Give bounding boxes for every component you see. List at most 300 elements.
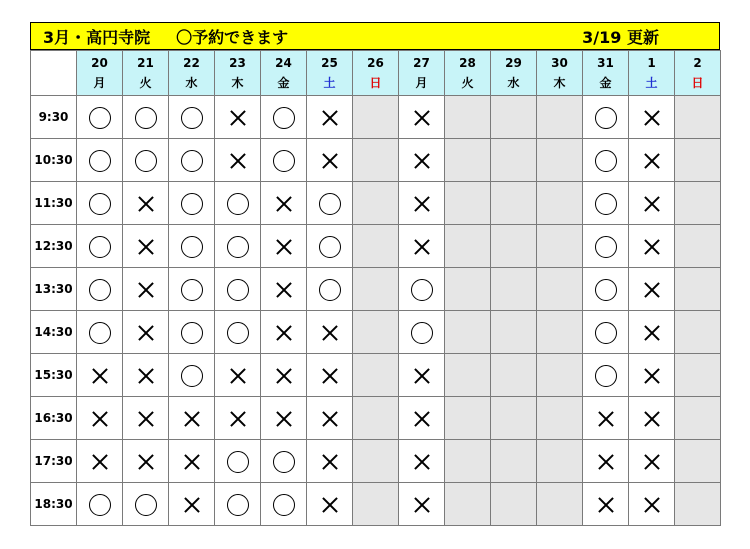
time-row (31, 483, 721, 526)
day-weekday: 木 (231, 76, 244, 90)
available-circle-icon (89, 322, 111, 344)
slot-unavailable (583, 483, 629, 526)
reservation-sheet (30, 22, 720, 528)
time-row (31, 440, 721, 483)
available-circle-icon (595, 193, 617, 215)
day-number: 31 (597, 56, 614, 70)
slot-unavailable (123, 225, 169, 268)
unavailable-cross-icon (644, 282, 660, 298)
slot-closed (537, 96, 583, 139)
unavailable-cross-icon (414, 368, 430, 384)
slot-closed (675, 182, 721, 225)
slot-unavailable (123, 182, 169, 225)
slot-available[interactable] (583, 182, 629, 225)
slot-available[interactable] (77, 139, 123, 182)
slot-closed (675, 268, 721, 311)
slot-closed (537, 182, 583, 225)
available-circle-icon (181, 322, 203, 344)
unavailable-cross-icon (644, 411, 660, 427)
unavailable-cross-icon (414, 110, 430, 126)
slot-closed (445, 483, 491, 526)
available-circle-icon (89, 107, 111, 129)
slot-closed (445, 225, 491, 268)
slot-closed (491, 397, 537, 440)
unavailable-cross-icon (276, 325, 292, 341)
slot-closed (353, 139, 399, 182)
slot-unavailable (169, 397, 215, 440)
unavailable-cross-icon (414, 196, 430, 212)
unavailable-cross-icon (414, 239, 430, 255)
slot-closed (445, 268, 491, 311)
slot-closed (675, 139, 721, 182)
day-weekday: 土 (323, 76, 336, 90)
slot-available[interactable] (583, 225, 629, 268)
slot-available[interactable] (169, 311, 215, 354)
available-circle-icon (273, 107, 295, 129)
slot-unavailable (215, 354, 261, 397)
unavailable-cross-icon (322, 497, 338, 513)
time-label: 17:30 (31, 440, 77, 483)
slot-available[interactable] (77, 311, 123, 354)
available-circle-icon (273, 150, 295, 172)
slot-closed (537, 268, 583, 311)
slot-unavailable (583, 397, 629, 440)
unavailable-cross-icon (414, 454, 430, 470)
unavailable-cross-icon (598, 411, 614, 427)
clinic-title: 3月・高円寺院 (43, 27, 151, 47)
day-weekday: 月 (93, 76, 106, 90)
slot-unavailable (583, 440, 629, 483)
unavailable-cross-icon (644, 325, 660, 341)
slot-unavailable (399, 139, 445, 182)
slot-available[interactable] (399, 268, 445, 311)
slot-unavailable (399, 182, 445, 225)
unavailable-cross-icon (276, 239, 292, 255)
time-row (31, 225, 721, 268)
unavailable-cross-icon (92, 454, 108, 470)
slot-closed (353, 354, 399, 397)
day-weekday: 水 (507, 76, 520, 90)
available-circle-icon (135, 150, 157, 172)
time-label: 14:30 (31, 311, 77, 354)
slot-closed (445, 182, 491, 225)
day-header-22 (169, 51, 215, 96)
slot-unavailable (169, 440, 215, 483)
available-circle-icon (89, 236, 111, 258)
slot-closed (675, 483, 721, 526)
available-circle-icon (595, 236, 617, 258)
day-weekday: 水 (185, 76, 198, 90)
slot-closed (353, 483, 399, 526)
slot-available[interactable] (215, 483, 261, 526)
unavailable-cross-icon (414, 153, 430, 169)
slot-closed (445, 354, 491, 397)
day-number: 2 (693, 56, 702, 70)
available-circle-icon (227, 494, 249, 516)
available-circle-icon (181, 193, 203, 215)
time-label: 13:30 (31, 268, 77, 311)
slot-unavailable (629, 96, 675, 139)
slot-closed (491, 311, 537, 354)
slot-closed (537, 354, 583, 397)
slot-unavailable (123, 268, 169, 311)
day-weekday: 土 (645, 76, 658, 90)
day-weekday: 火 (461, 76, 474, 90)
slot-available[interactable] (123, 483, 169, 526)
slot-unavailable (77, 440, 123, 483)
slot-closed (491, 225, 537, 268)
day-number: 22 (183, 56, 200, 70)
slot-available[interactable] (583, 268, 629, 311)
slot-closed (537, 397, 583, 440)
slot-unavailable (77, 354, 123, 397)
slot-unavailable (169, 483, 215, 526)
slot-available[interactable] (77, 225, 123, 268)
slot-unavailable (123, 354, 169, 397)
day-header-2 (675, 51, 721, 96)
unavailable-cross-icon (414, 497, 430, 513)
slot-closed (445, 397, 491, 440)
slot-available[interactable] (77, 96, 123, 139)
day-header-23 (215, 51, 261, 96)
slot-available[interactable] (215, 268, 261, 311)
day-number: 24 (275, 56, 292, 70)
unavailable-cross-icon (276, 282, 292, 298)
slot-closed (353, 96, 399, 139)
slot-unavailable (307, 354, 353, 397)
slot-closed (675, 311, 721, 354)
slot-closed (675, 96, 721, 139)
time-label: 10:30 (31, 139, 77, 182)
slot-closed (537, 483, 583, 526)
unavailable-cross-icon (644, 153, 660, 169)
available-circle-icon (595, 322, 617, 344)
slot-available[interactable] (169, 139, 215, 182)
day-header-27 (399, 51, 445, 96)
day-header-21 (123, 51, 169, 96)
unavailable-cross-icon (322, 454, 338, 470)
slot-unavailable (629, 268, 675, 311)
available-circle-icon (227, 193, 249, 215)
unavailable-cross-icon (184, 411, 200, 427)
slot-available[interactable] (583, 311, 629, 354)
slot-available[interactable] (399, 311, 445, 354)
slot-unavailable (629, 139, 675, 182)
unavailable-cross-icon (322, 325, 338, 341)
day-header-26 (353, 51, 399, 96)
unavailable-cross-icon (138, 196, 154, 212)
unavailable-cross-icon (138, 325, 154, 341)
available-circle-icon (227, 279, 249, 301)
unavailable-cross-icon (138, 368, 154, 384)
slot-unavailable (307, 311, 353, 354)
day-number: 23 (229, 56, 246, 70)
time-row (31, 139, 721, 182)
unavailable-cross-icon (598, 497, 614, 513)
available-circle-icon (181, 279, 203, 301)
available-circle-icon (181, 236, 203, 258)
slot-available[interactable] (307, 268, 353, 311)
slot-unavailable (307, 483, 353, 526)
time-label: 16:30 (31, 397, 77, 440)
slot-unavailable (261, 354, 307, 397)
slot-unavailable (123, 440, 169, 483)
slot-available[interactable] (123, 139, 169, 182)
slot-closed (491, 440, 537, 483)
unavailable-cross-icon (644, 239, 660, 255)
slot-available[interactable] (169, 96, 215, 139)
unavailable-cross-icon (230, 153, 246, 169)
time-row (31, 354, 721, 397)
slot-available[interactable] (307, 225, 353, 268)
slot-unavailable (215, 139, 261, 182)
slot-unavailable (123, 311, 169, 354)
slot-unavailable (629, 397, 675, 440)
slot-unavailable (261, 182, 307, 225)
unavailable-cross-icon (276, 411, 292, 427)
slot-unavailable (261, 311, 307, 354)
day-number: 26 (367, 56, 384, 70)
available-circle-icon (273, 451, 295, 473)
unavailable-cross-icon (184, 497, 200, 513)
unavailable-cross-icon (644, 110, 660, 126)
slot-unavailable (215, 397, 261, 440)
slot-available[interactable] (583, 96, 629, 139)
slot-unavailable (261, 225, 307, 268)
day-number: 20 (91, 56, 108, 70)
slot-available[interactable] (77, 268, 123, 311)
day-header-29 (491, 51, 537, 96)
slot-unavailable (629, 354, 675, 397)
time-row (31, 311, 721, 354)
slot-unavailable (399, 225, 445, 268)
day-weekday: 金 (277, 76, 290, 90)
unavailable-cross-icon (184, 454, 200, 470)
day-number: 28 (459, 56, 476, 70)
updated-date: 3/19 更新 (582, 27, 659, 47)
slot-available[interactable] (123, 96, 169, 139)
day-number: 30 (551, 56, 568, 70)
unavailable-cross-icon (230, 110, 246, 126)
day-weekday: 月 (415, 76, 428, 90)
slot-available[interactable] (261, 440, 307, 483)
unavailable-cross-icon (138, 239, 154, 255)
slot-unavailable (307, 440, 353, 483)
day-weekday: 日 (691, 76, 704, 90)
unavailable-cross-icon (230, 368, 246, 384)
slot-closed (491, 354, 537, 397)
slot-closed (445, 311, 491, 354)
slot-closed (491, 182, 537, 225)
slot-available[interactable] (215, 182, 261, 225)
corner-cell (31, 51, 77, 96)
available-circle-icon (181, 107, 203, 129)
day-number: 29 (505, 56, 522, 70)
slot-closed (353, 225, 399, 268)
day-header-24 (261, 51, 307, 96)
slot-closed (445, 440, 491, 483)
slot-closed (675, 397, 721, 440)
day-header-31 (583, 51, 629, 96)
slot-available[interactable] (261, 483, 307, 526)
slot-unavailable (399, 354, 445, 397)
available-circle-icon (595, 107, 617, 129)
unavailable-cross-icon (644, 454, 660, 470)
slot-closed (491, 483, 537, 526)
slot-closed (353, 182, 399, 225)
slot-closed (353, 440, 399, 483)
slot-unavailable (629, 225, 675, 268)
sheet-header (30, 22, 720, 50)
slot-closed (353, 397, 399, 440)
slot-closed (491, 268, 537, 311)
available-circle-icon (135, 107, 157, 129)
slot-available[interactable] (215, 440, 261, 483)
available-circle-icon (319, 279, 341, 301)
slot-available[interactable] (77, 182, 123, 225)
time-row (31, 182, 721, 225)
time-row (31, 268, 721, 311)
unavailable-cross-icon (138, 454, 154, 470)
slot-unavailable (399, 440, 445, 483)
unavailable-cross-icon (644, 196, 660, 212)
slot-unavailable (629, 311, 675, 354)
slot-available[interactable] (215, 311, 261, 354)
available-circle-icon (319, 193, 341, 215)
slot-available[interactable] (169, 182, 215, 225)
available-circle-icon (227, 236, 249, 258)
slot-unavailable (629, 483, 675, 526)
available-circle-icon (227, 322, 249, 344)
day-weekday: 木 (553, 76, 566, 90)
slot-unavailable (215, 96, 261, 139)
slot-available[interactable] (583, 354, 629, 397)
slot-closed (353, 268, 399, 311)
unavailable-cross-icon (138, 282, 154, 298)
slot-unavailable (629, 440, 675, 483)
slot-closed (491, 139, 537, 182)
time-slot-rows (31, 96, 721, 526)
available-circle-icon (181, 150, 203, 172)
slot-unavailable (629, 182, 675, 225)
slot-available[interactable] (77, 483, 123, 526)
day-number: 1 (647, 56, 656, 70)
unavailable-cross-icon (276, 196, 292, 212)
slot-unavailable (399, 483, 445, 526)
slot-closed (491, 96, 537, 139)
unavailable-cross-icon (644, 497, 660, 513)
available-circle-icon (595, 150, 617, 172)
time-label: 18:30 (31, 483, 77, 526)
slot-available[interactable] (169, 225, 215, 268)
time-row (31, 397, 721, 440)
available-circle-icon (89, 193, 111, 215)
available-circle-icon (227, 451, 249, 473)
slot-unavailable (399, 96, 445, 139)
unavailable-cross-icon (598, 454, 614, 470)
unavailable-cross-icon (644, 368, 660, 384)
slot-available[interactable] (169, 354, 215, 397)
unavailable-cross-icon (322, 368, 338, 384)
slot-available[interactable] (261, 96, 307, 139)
unavailable-cross-icon (414, 411, 430, 427)
slot-closed (537, 139, 583, 182)
available-circle-icon (411, 322, 433, 344)
day-number: 25 (321, 56, 338, 70)
slot-unavailable (261, 268, 307, 311)
available-circle-icon (595, 365, 617, 387)
slot-closed (675, 225, 721, 268)
available-circle-icon (135, 494, 157, 516)
slot-available[interactable] (169, 268, 215, 311)
slot-available[interactable] (307, 182, 353, 225)
slot-available[interactable] (261, 139, 307, 182)
day-weekday: 日 (369, 76, 382, 90)
time-row (31, 96, 721, 139)
slot-unavailable (77, 397, 123, 440)
slot-closed (537, 440, 583, 483)
unavailable-cross-icon (322, 110, 338, 126)
slot-available[interactable] (215, 225, 261, 268)
day-number: 21 (137, 56, 154, 70)
day-header-row (31, 51, 721, 96)
legend-text: 〇予約できます (176, 27, 289, 47)
day-header-25 (307, 51, 353, 96)
day-weekday: 火 (139, 76, 152, 90)
available-circle-icon (89, 494, 111, 516)
slot-unavailable (307, 96, 353, 139)
slot-closed (353, 311, 399, 354)
unavailable-cross-icon (322, 153, 338, 169)
day-header-20 (77, 51, 123, 96)
time-label: 11:30 (31, 182, 77, 225)
slot-closed (675, 440, 721, 483)
unavailable-cross-icon (92, 368, 108, 384)
day-weekday: 金 (599, 76, 612, 90)
available-circle-icon (89, 279, 111, 301)
day-header-28 (445, 51, 491, 96)
available-circle-icon (89, 150, 111, 172)
available-circle-icon (273, 494, 295, 516)
time-label: 12:30 (31, 225, 77, 268)
available-circle-icon (319, 236, 341, 258)
unavailable-cross-icon (322, 411, 338, 427)
slot-closed (445, 96, 491, 139)
availability-table (30, 50, 721, 526)
time-label: 9:30 (31, 96, 77, 139)
slot-unavailable (399, 397, 445, 440)
available-circle-icon (411, 279, 433, 301)
slot-unavailable (307, 139, 353, 182)
day-header-1 (629, 51, 675, 96)
slot-unavailable (123, 397, 169, 440)
slot-closed (537, 225, 583, 268)
day-number: 27 (413, 56, 430, 70)
slot-available[interactable] (583, 139, 629, 182)
slot-unavailable (261, 397, 307, 440)
day-header-30 (537, 51, 583, 96)
slot-closed (445, 139, 491, 182)
unavailable-cross-icon (92, 411, 108, 427)
slot-unavailable (307, 397, 353, 440)
time-label: 15:30 (31, 354, 77, 397)
unavailable-cross-icon (276, 368, 292, 384)
slot-closed (675, 354, 721, 397)
unavailable-cross-icon (230, 411, 246, 427)
available-circle-icon (181, 365, 203, 387)
slot-closed (537, 311, 583, 354)
available-circle-icon (595, 279, 617, 301)
